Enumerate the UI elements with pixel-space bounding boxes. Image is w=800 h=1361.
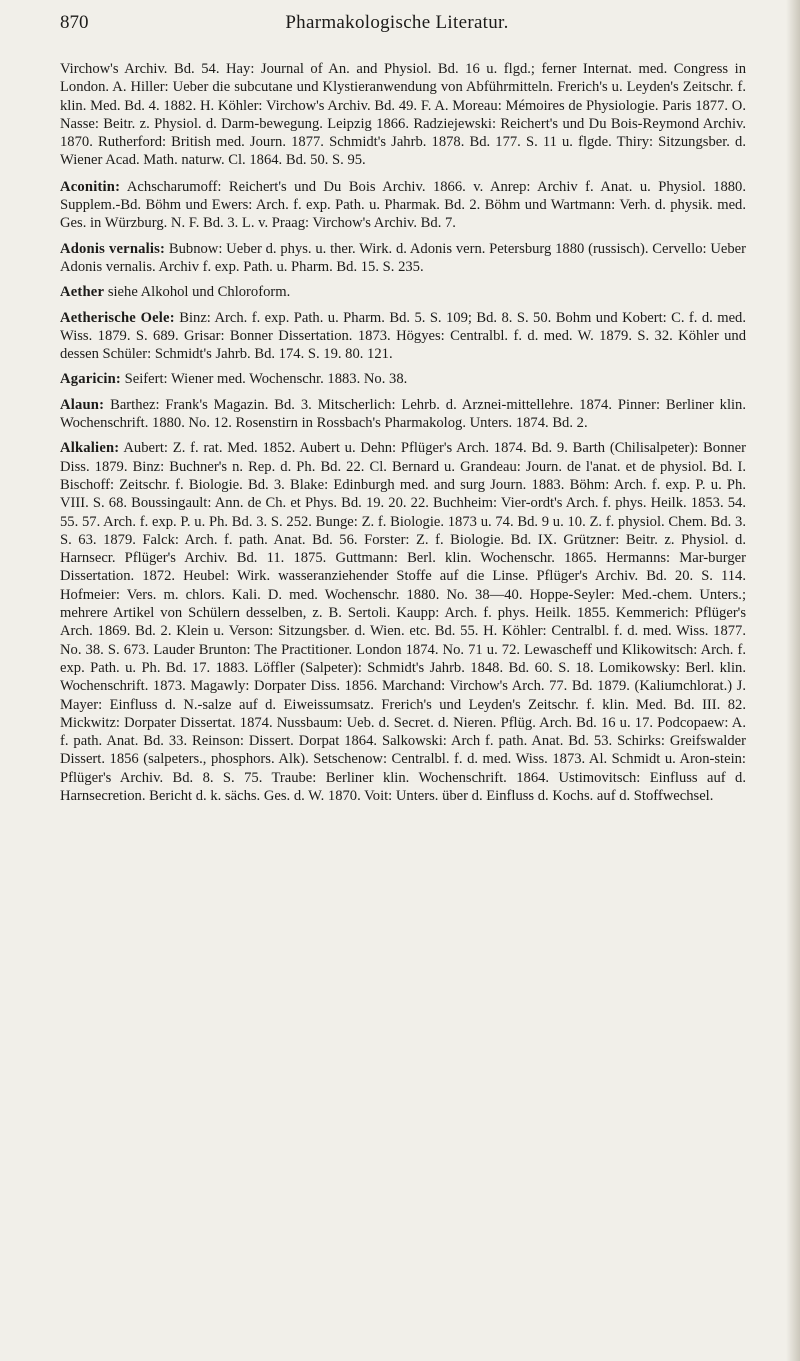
entry-lemma: Aetherische Oele: <box>60 309 175 326</box>
entry-alkalien <box>60 439 746 805</box>
entry-text: siehe Alkohol und Chloroform. <box>107 284 291 301</box>
entry-alaun <box>60 396 746 433</box>
entry-adonis-vernalis <box>60 240 746 277</box>
entry-continuation <box>60 60 746 170</box>
entry-text: Seifert: Wiener med. Wochenschr. 1883. No. 38. <box>124 371 408 388</box>
entry-text: Achscharumoff: Reichert's und Du Bois Archiv. 1866. v. Anrep: Archiv f. Anat. u. Physiol. 1880. Supplem.-Bd. Böhm und Ewers: Arch. f. exp. Path. u. Pharmak. Bd. 2. Böhm und Wartmann: Verh. d. physik. med. Ges. in Würzburg. N. F. Bd. 3. L. v. Praag: Virchow's Archiv. Bd. 7. <box>60 178 747 232</box>
entry-aconitin <box>60 178 746 233</box>
page-gutter-shadow <box>786 0 800 1361</box>
entry-lemma: Adonis vernalis: <box>60 240 166 257</box>
entry-lemma: Aconitin: <box>60 178 121 195</box>
entry-agaricin <box>60 370 746 388</box>
page-title: Pharmakologische Literatur. <box>285 12 509 33</box>
entry-text: Barthez: Frank's Magazin. Bd. 3. Mitscherlich: Lehrb. d. Arznei-mittellehre. 1874. Pinner: Berliner klin. Wochenschrift. 1880. No. 12. Rosenstirn in Rossbach's Pharmakolog. Unters. 1874. Bd. 2. <box>60 396 746 432</box>
running-head <box>60 12 746 46</box>
entry-aetherische-oele <box>60 309 746 364</box>
entry-lemma: Alkalien: <box>60 440 120 457</box>
entry-aether <box>60 283 746 301</box>
entry-text: Binz: Arch. f. exp. Path. u. Pharm. Bd. 5. S. 109; Bd. 8. S. 50. Bohm und Kobert: C. f. d. med. Wiss. 1879. S. 689. Grisar: Bonner Dissertation. 1873. Högyes: Centralbl. f. d. med. W. 1879. S. 32. Köhler und dessen Schüler: Schmidt's Jahrb. Bd. 174. S. 19. 80. 121. <box>60 309 746 363</box>
entry-text: Virchow's Archiv. Bd. 54. Hay: Journal of An. and Physiol. Bd. 16 u. flgd.; ferner Internat. med. Congress in London. A. Hiller: Ueber die subcutane und Klystieranwendung von Abführmitteln. Frerich's u. Leyden's Zeitschr. f. klin. Med. Bd. 4. 1882. H. Köhler: Virchow's Archiv. Bd. 49. F. A. Moreau: Mémoires de Physiologie. Paris 1877. O. Nasse: Beitr. z. Physiol. d. Darm-bewegung. Leipzig 1866. Radziejewski: Reichert's und Du Bois-Reymond Archiv. 1870. Rutherford: British med. Journ. 1877. Schmidt's Jahrb. 1878. Bd. 177. S. 11 u. flgde. Thiry: Sitzungsber. d. Wiener Acad. Math. naturw. Cl. 1864. Bd. 50. S. 95. <box>60 61 746 169</box>
page-number: 870 <box>60 12 89 33</box>
entry-lemma: Agaricin: <box>60 371 121 388</box>
entry-lemma: Alaun: <box>60 396 105 413</box>
entry-lemma: Aether <box>60 284 105 301</box>
bibliography-entries <box>60 60 746 805</box>
entry-text: Aubert: Z. f. rat. Med. 1852. Aubert u. Dehn: Pflüger's Arch. 1874. Bd. 9. Barth (Chilisalpeter): Bonner Diss. 1879. Binz: Buchner's n. Rep. d. Ph. Bd. 22. Cl. Bernard u. Grandeau: Journ. de l'anat. et de physiol. Bd. I. Bischoff: Zeitschr. f. Biologie. Bd. 3. Blake: Edinburgh med. and surg Journ. 1883. Böhm: Arch. f. exp. P. u. Ph. VIII. S. 68. Boussingault: Ann. de Ch. et Phys. Bd. 19. 20. 22. Buchheim: Vier-ordt's Arch. f. phys. Heilk. 1853. 54. 55. 57. Arch. f. exp. P. u. Ph. Bd. 3. S. 252. Bunge: Z. f. Biologie. 1873 u. 74. Bd. 9 u. 10. Z. f. physiol. Chem. Bd. 3. S. 63. 1879. Falck: Arch. f. path. Anat. Bd. 56. Forster: Z. f. Biologie. Bd. IX. Grützner: Beitr. z. Physiol. d. Harnsecr. Pflüger's Archiv. Bd. 11. 1875. Guttmann: Berl. klin. Wochenschr. 1865. Hermanns: Mar-burger Dissertation. 1872. Heubel: Wirk. wasseranziehender Stoffe auf die Linse. Pflüger's Archiv. Bd. 20. S. 114. Hofmeier: Vers. m. chlors. Kali. D. med. Wochenschr. 1880. No. 38—40. Hoppe-Seyler: Med.-chem. Unters.; mehrere Artikel von Schülern desselben, z. B. Sertoli. Kaupp: Arch. f. phys. Heilk. 1855. Kemmerich: Pflüger's Arch. 1869. Bd. 2. Klein u. Verson: Sitzungsber. d. Wien. etc. Bd. 55. H. Köhler: Centralbl. f. d. med. Wiss. 1877. No. 38. S. 673. Lauder Brunton: The Practitioner. London 1874. No. 71 u. 72. Lewascheff und Klikowitsch: Arch. f. exp. Path. u. Ph. Bd. 17. 1883. Löffler (Salpeter): Schmidt's Jahrb. 1848. Bd. 60. S. 18. Lomikowsky: Berl. klin. Wochenschrift. 1873. Magawly: Dorpater Diss. 1856. Marchand: Virchow's Arch. 77. Bd. 1879. (Kaliumchlorat.) J. Mayer: Einfluss d. N.-salze auf d. Eiweissumsatz. Frerich's und Leyden's Zeitschr. f. klin. Med. Bd. III. 82. Mickwitz: Dorpater Dissertat. 1874. Nussbaum: Ueb. d. Secret. d. Nieren. Pflüg. Arch. Bd. 16 u. 17. Podcopaew: A. f. path. Anat. Bd. 33. Reinson: Dissert. Dorpat 1864. Salkowski: Arch f. path. Anat. Bd. 53. Schirks: Greifswalder Dissert. 1856 (salpeters., phosphors. Alk). Setschenow: Centralbl. f. d. med. Wiss. 1873. Al. Schmidt u. Aron-stein: Pflüger's Archiv. Bd. 8. S. 75. Traube: Berliner klin. Wochenschrift. 1864. Ustimovitsch: Einfluss auf d. Harnsecretion. Bericht d. k. sächs. Ges. d. W. 1870. Voit: Unters. über d. Einfluss d. Kochs. auf d. Stoffwechsel. <box>60 440 747 804</box>
entry-text: Bubnow: Ueber d. phys. u. ther. Wirk. d. Adonis vern. Petersburg 1880 (russisch). Cervello: Ueber Adonis vernalis. Archiv f. exp. Path. u. Pharm. Bd. 15. S. 235. <box>60 240 746 275</box>
